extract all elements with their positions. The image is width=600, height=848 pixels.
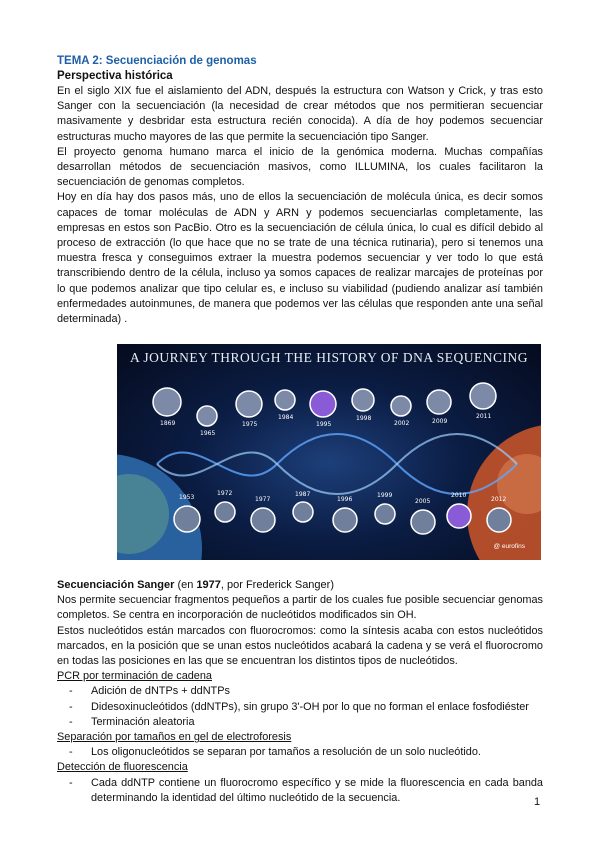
year-label-top: 1995 (316, 421, 332, 429)
milestone-bottom-2 (215, 502, 235, 522)
intro-paragraph-2: El proyecto genoma humano marca el inicio de la genómica moderna. Muchas compañías desarrollan métodos de secuenciación masivos, como ILLUMINA, los cuales facilitaron la secuenciación de genomas completos. (57, 145, 543, 189)
year-label-bottom: 2010 (451, 492, 467, 500)
milestone-top-3 (236, 391, 262, 417)
year-label-top: 1998 (356, 415, 372, 423)
milestone-bottom-3 (251, 508, 275, 532)
sanger-paragraph-2: Estos nucleótidos están marcados con fluorocromos: como la síntesis acaba con estos nucleótidos marcados, en la posición que se unan estos nucleótidos acabará la cadena y se verá el fluorocromo en todas las posiciones en las que se encuentran los distintos tipos de nucleótidos. (57, 624, 543, 668)
pcr-list (57, 684, 543, 730)
list-item: - Terminación aleatoria (79, 715, 543, 730)
year-label-bottom: 1977 (255, 496, 271, 504)
milestone-bottom-9 (487, 508, 511, 532)
section-heading-historical: Perspectiva histórica (57, 70, 173, 82)
list-item: - Cada ddNTP contiene un fluorocromo específico y se mide la fluorescencia en cada banda determinando la identidad del último nucleótido de la secuencia. (79, 776, 543, 806)
list-item: - Los oligonucleótidos se separan por tamaños a resolución de un solo nucleótido. (79, 745, 543, 760)
figure-banner-title: A JOURNEY THROUGH THE HISTORY OF DNA SEQUENCING (130, 350, 528, 366)
document-title: TEMA 2: Secuenciación de genomas (57, 55, 257, 67)
year-label-top: 1869 (160, 420, 176, 428)
intro-paragraph-1: En el siglo XIX fue el aislamiento del ADN, después la estructura con Watson y Crick, y tras esto Sanger con la secuenciación (la necesidad de crear métodos que nos permitieran secuenciar masivamente y desbridar esta estructura recién conocida). A día de hoy podemos secuenciar estructuras mucho mayores de las que permite la secuenciación tipo Sanger. (57, 85, 543, 143)
milestone-bottom-1 (174, 506, 200, 532)
year-label-top: 2009 (432, 418, 448, 426)
year-label-top: 1975 (242, 421, 258, 429)
year-label-top: 1965 (200, 430, 216, 438)
separation-list (57, 745, 543, 760)
year-label-bottom: 1953 (179, 494, 195, 502)
separation-subheading: Separación por tamaños en gel de electroforesis (57, 731, 292, 744)
milestone-bottom-7 (411, 510, 435, 534)
detection-subheading: Detección de fluorescencia (57, 761, 188, 774)
milestone-top-8 (427, 390, 451, 414)
figure-artwork (117, 344, 541, 560)
year-label-bottom: 1987 (295, 491, 311, 499)
page-number: 1 (534, 796, 541, 808)
sanger-heading (57, 578, 543, 593)
milestone-top-6 (352, 389, 374, 411)
list-item: - Didesoxinucleótidos (ddNTPs), sin grupo 3'-OH por lo que no forman el enlace fosfodiéster (79, 700, 543, 715)
milestone-top-7 (391, 396, 411, 416)
year-label-bottom: 2012 (491, 496, 507, 504)
detection-list (57, 776, 543, 806)
eurofins-logo: @ eurofins (493, 543, 525, 551)
year-label-bottom: 2005 (415, 498, 431, 506)
sanger-heading-end: , por Frederick Sanger) (220, 579, 334, 592)
year-label-top: 2011 (476, 413, 492, 421)
year-label-top: 2002 (394, 420, 410, 428)
year-label-bottom: 1999 (377, 492, 393, 500)
year-label-bottom: 1972 (217, 490, 233, 498)
sanger-paragraph-1: Nos permite secuenciar fragmentos pequeños a partir de los cuales fue posible secuenciar genomas completos. Se centra en incorporación de nucleótidos modificados sin OH. (57, 594, 543, 622)
list-item: - Adición de dNTPs + ddNTPs (79, 684, 543, 699)
milestone-bottom-8 (447, 504, 471, 528)
document-page (57, 54, 543, 806)
pcr-subheading: PCR por terminación de cadena (57, 670, 212, 683)
year-label-bottom: 1996 (337, 496, 353, 504)
sanger-heading-year: 1977 (196, 579, 221, 592)
milestone-top-4 (275, 390, 295, 410)
milestone-bottom-5 (333, 508, 357, 532)
helix-strand-a (157, 434, 517, 494)
milestones-bottom (174, 502, 511, 534)
sanger-heading-mid: (en (174, 579, 197, 592)
helix-strand-b (157, 434, 517, 494)
milestone-top-5 (310, 391, 336, 417)
intro-paragraph-3: Hoy en día hay dos pasos más, uno de ellos la secuenciación de molécula única, es decir somos capaces de tomar moléculas de ADN y ARN y podemos secuenciarlas completamente, las empresas en estos son PacBio. Otro es la secuenciación de célula única, lo cual es difícil debido al proceso de extracción (lo que hace que no se trate de una técnica rutinaria), pero si tenemos una muestra fresca y conseguimos extraer la muestra podemos secuenciar y ver todo lo que está transcribiendo dentro de la célula, incluso ya somos capaces de realizar marcajes de proteínas por lo que podemos analizar que tipo celular es, e incluso su viabilidad (pudiendo analizar así también enfermedades autoinmunes, de manera que podemos ver las células que responden ante una señal determinada) . (57, 191, 543, 326)
milestone-top-1 (153, 388, 181, 416)
year-label-top: 1984 (278, 414, 294, 422)
sanger-heading-bold: Secuenciación Sanger (57, 579, 175, 592)
milestone-top-9 (470, 383, 496, 409)
dna-sequencing-history-figure (117, 344, 541, 560)
milestone-bottom-4 (293, 502, 313, 522)
milestone-top-2 (197, 406, 217, 426)
milestone-bottom-6 (375, 504, 395, 524)
